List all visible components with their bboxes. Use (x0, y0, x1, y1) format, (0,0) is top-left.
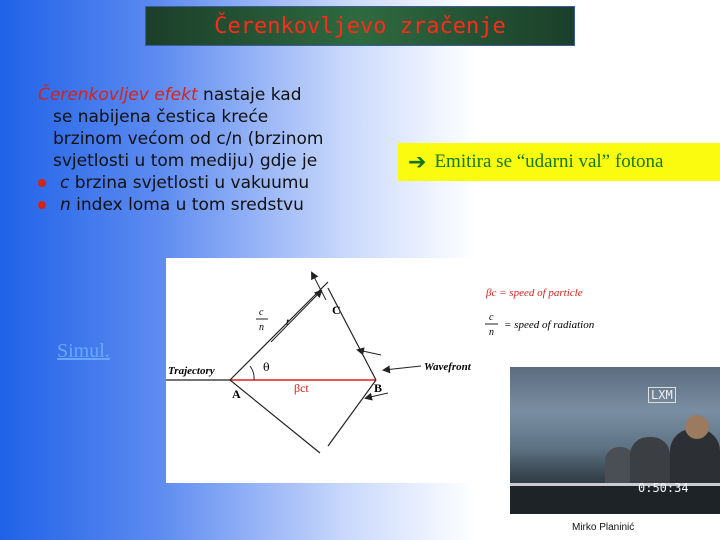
body-line-1 (38, 84, 368, 106)
legend-frac-den: n (489, 327, 494, 338)
theta-label: θ (263, 361, 270, 374)
video-frame[interactable] (510, 367, 720, 514)
body-line-1-rest: nastaje kad (197, 85, 302, 105)
point-b-label: B (374, 381, 383, 395)
frac-t: t (286, 316, 290, 328)
body-text (38, 84, 368, 216)
bullet-text-n: index loma u tom sredstvu (70, 195, 304, 215)
cherenkov-term: Čerenkovljev efekt (38, 85, 198, 105)
body-line-3: brzinom većom od c/n (brzinom (53, 129, 324, 149)
wavefront-pointer (384, 366, 421, 370)
ct-arrow (271, 291, 321, 342)
legend-speed-particle: βc = speed of particle (486, 287, 583, 299)
slide-title-box (145, 6, 575, 46)
theta-arc (250, 366, 254, 380)
wavefront-lower (328, 380, 376, 446)
arrow-right-icon: ➔ (408, 149, 427, 175)
beta-ct-label: βct (294, 381, 309, 395)
simul-link[interactable]: Simul. (57, 340, 110, 362)
bullet-var-n: n (60, 195, 71, 215)
point-c-label: C (332, 303, 341, 317)
legend-speed-radiation: = speed of radiation (504, 319, 595, 331)
author-credit: Mirko Planinić (572, 522, 635, 533)
body-line-2: se nabijena čestica kreće (53, 107, 269, 127)
legend-frac-num: c (489, 312, 494, 323)
upper-cone-line (230, 282, 328, 380)
frac-den: n (259, 322, 264, 333)
bullet-dot-icon (38, 201, 46, 209)
video-timestamp: 0:50:34 (638, 481, 689, 495)
point-a-label: A (232, 387, 241, 401)
bullet-var-c: c (60, 173, 70, 193)
person-head (685, 415, 709, 439)
bullet-item-n (38, 194, 368, 216)
body-line-4: svjetlosti u tom mediju) gdje je (53, 151, 318, 171)
video-logo: LXM (648, 387, 676, 403)
wavefront-label: Wavefront (424, 361, 471, 373)
emit-callout (398, 143, 720, 181)
frac-num: c (259, 307, 264, 318)
wavefront-upper (328, 288, 376, 380)
trajectory-label: Trajectory (168, 365, 215, 377)
bullet-item-c (38, 172, 368, 194)
slide-title: Čerenkovljevo zračenje (214, 13, 506, 39)
bullet-text-c: brzina svjetlosti u vakuumu (69, 173, 310, 193)
bullet-dot-icon (38, 179, 46, 187)
emit-text: Emitira se “udarni val” fotona (434, 151, 664, 172)
